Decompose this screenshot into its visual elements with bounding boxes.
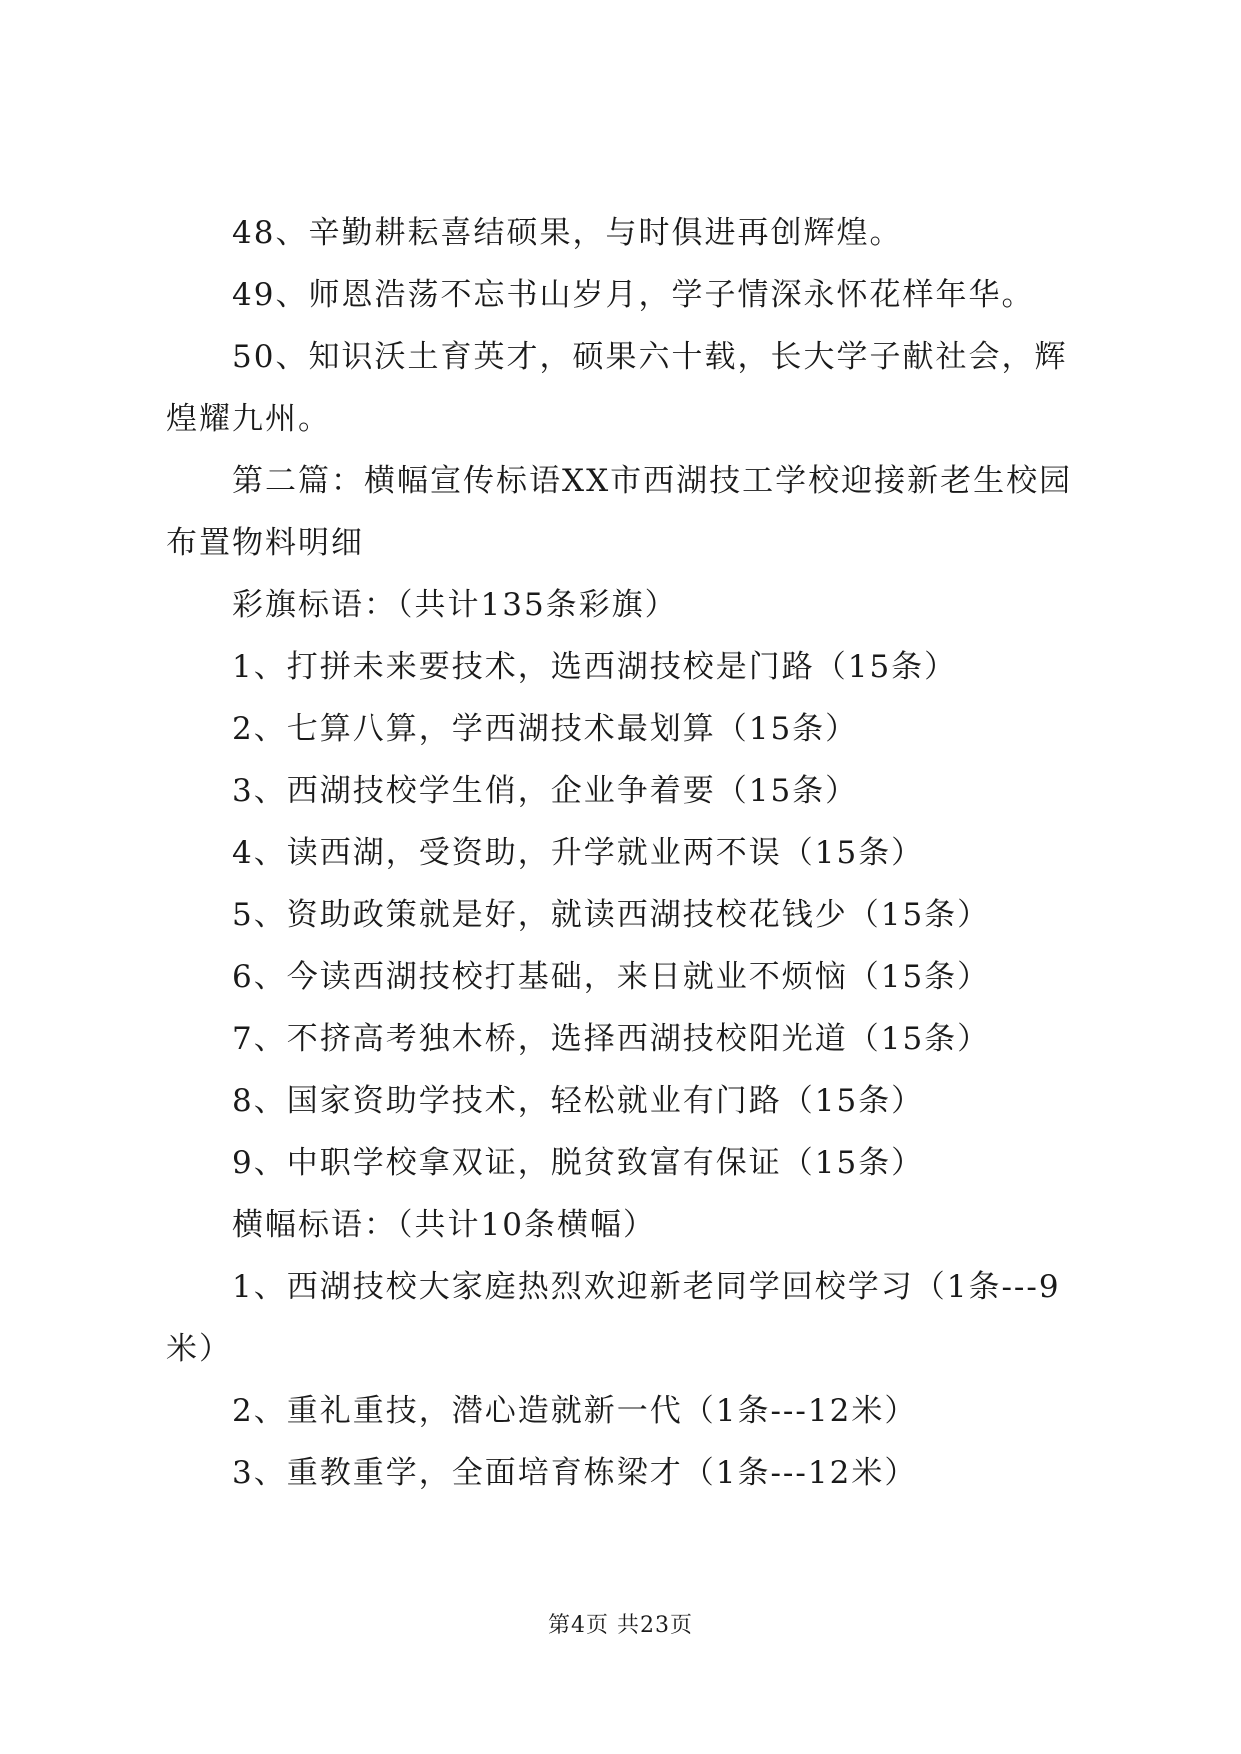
paragraph: 横幅标语：（共计10条横幅） [232, 1207, 656, 1243]
paragraph: 8、国家资助学技术，轻松就业有门路（15条） [232, 1083, 925, 1119]
paragraph: 49、师恩浩荡不忘书山岁月，学子情深永怀花样年华。 [232, 277, 1035, 313]
paragraph: 2、重礼重技，潜心造就新一代（1条---12米） [232, 1393, 918, 1429]
paragraph: 9、中职学校拿双证，脱贫致富有保证（15条） [232, 1145, 925, 1181]
paragraph: 1、西湖技校大家庭热烈欢迎新老同学回校学习（1条---9米） [166, 1269, 1061, 1367]
paragraph: 4、读西湖，受资助，升学就业两不误（15条） [232, 835, 925, 871]
paragraph: 3、西湖技校学生俏，企业争着要（15条） [232, 773, 859, 809]
document-body [166, 202, 1080, 1504]
paragraph: 7、不挤高考独木桥，选择西湖技校阳光道（15条） [232, 1021, 991, 1057]
paragraph: 第二篇：横幅宣传标语XX市西湖技工学校迎接新老生校园布置物料明细 [166, 463, 1073, 561]
paragraph: 6、今读西湖技校打基础，来日就业不烦恼（15条） [232, 959, 991, 995]
paragraph: 50、知识沃土育英才，硕果六十载，长大学子献社会，辉煌耀九州。 [166, 339, 1068, 437]
paragraph: 1、打拼未来要技术，选西湖技校是门路（15条） [232, 649, 958, 685]
paragraph: 5、资助政策就是好，就读西湖技校花钱少（15条） [232, 897, 991, 933]
paragraph: 2、七算八算，学西湖技术最划算（15条） [232, 711, 859, 747]
paragraph: 48、辛勤耕耘喜结硕果，与时俱进再创辉煌。 [232, 215, 903, 251]
page-footer: 第4页 共23页 [548, 1613, 693, 1638]
paragraph: 彩旗标语：（共计135条彩旗） [232, 587, 678, 623]
paragraph: 3、重教重学，全面培育栋梁才（1条---12米） [232, 1455, 918, 1491]
